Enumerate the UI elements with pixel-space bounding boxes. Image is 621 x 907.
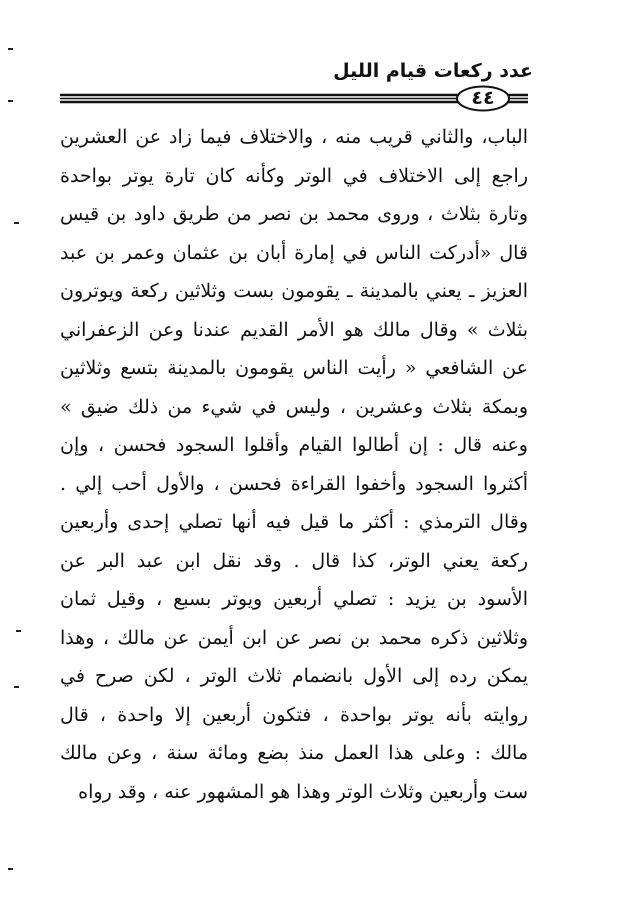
body-text (60, 118, 528, 811)
text-line: العزيز ـ يعني بالمدينة ـ يقومون بست وثلاثين ركعة ويوترون (60, 280, 528, 302)
text-line: يمكن رده إلى الأول بانضمام ثلاث الوتر ، لكن صرح في (60, 665, 528, 687)
text-line: أكثروا السجود وأخفوا القراءة فحسن ، والأول أحب إلي . (60, 472, 528, 495)
scan-mark (14, 686, 19, 688)
text-line: وبمكة بثلاث وعشرين ، وليس في شيء من ذلك ضيق » (60, 395, 528, 418)
scan-mark (14, 222, 19, 224)
text-line: وقال الترمذي : أكثر ما قيل فيه أنها تصلي إحدى وأربعين (60, 511, 528, 533)
scan-mark (8, 48, 13, 50)
scan-mark (16, 630, 21, 632)
page-number: ٤٤ (471, 87, 495, 109)
text-line: وعنه قال : إن أطالوا القيام وأقلوا السجود فحسن ، وإن (60, 434, 528, 456)
text-line: بثلاث » وقال مالك هو الأمر القديم عندنا وعن الزعفراني (60, 318, 528, 341)
header-rule (60, 85, 528, 113)
text-line: وثلاثين ذكره محمد بن نصر عن ابن أيمن عن مالك ، وهذا (60, 626, 528, 649)
scan-mark (8, 100, 13, 102)
text-line: عن الشافعي « رأيت الناس يقومون بالمدينة بتسع وثلاثين (60, 357, 528, 379)
text-line: راجع إلى الاختلاف في الوتر وكأنه كان تارة يوتر بواحدة (60, 164, 528, 187)
scan-mark (8, 868, 13, 870)
text-line: مالك : وعلى هذا العمل منذ بضع ومائة سنة ، وعن مالك (60, 742, 528, 764)
text-line: ركعة يعني الوتر، كذا قال . وقد نقل ابن عبد البر عن (60, 549, 528, 572)
text-line: ست وأربعين وثلاث الوتر وهذا هو المشهور عنه ، وقد رواه (78, 780, 528, 803)
text-line: الأسود بن يزيد : تصلي أربعين ويوتر بسبع ، وقيل ثمان (60, 588, 528, 610)
text-line: الباب، والثاني قريب منه ، والاختلاف فيما زاد عن العشرين (60, 126, 528, 148)
running-title: عدد ركعات قيام الليل (333, 60, 533, 82)
text-line: روايته بأنه يوتر بواحدة ، فتكون أربعين إلا واحدة ، قال (60, 703, 528, 726)
text-line: قال «أدركت الناس في إمارة أبان بن عثمان وعمر بن عبد (60, 241, 528, 264)
text-line: وتارة بثلاث ، وروى محمد بن نصر من طريق داود بن قيس (60, 203, 528, 225)
